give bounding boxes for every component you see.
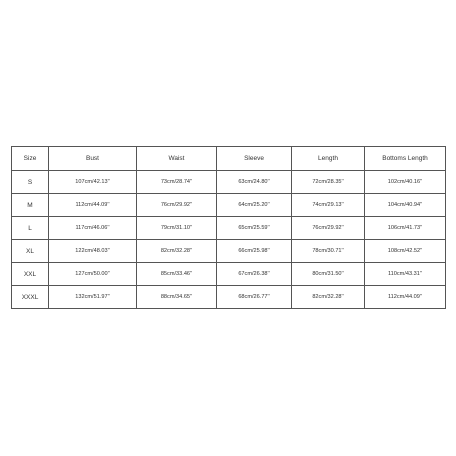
sleeve-cell: 65cm/25.59'' [217,217,292,240]
bust-cell: 117cm/46.06'' [49,217,137,240]
bottoms-length-cell: 108cm/42.52'' [365,240,446,263]
size-chart-body [12,171,446,309]
bust-cell: 132cm/51.97'' [49,286,137,309]
bottoms-length-cell: 112cm/44.09'' [365,286,446,309]
bottoms-length-cell: 110cm/43.31'' [365,263,446,286]
bust-cell: 112cm/44.09'' [49,194,137,217]
waist-cell: 85cm/33.46'' [137,263,217,286]
length-cell: 78cm/30.71'' [292,240,365,263]
header-sleeve: Sleeve [217,147,292,171]
sleeve-cell: 67cm/26.38'' [217,263,292,286]
bust-cell: 107cm/42.13'' [49,171,137,194]
bottoms-length-cell: 106cm/41.73'' [365,217,446,240]
header-length: Length [292,147,365,171]
length-cell: 76cm/29.92'' [292,217,365,240]
bottoms-length-cell: 104cm/40.94'' [365,194,446,217]
size-cell: XXL [12,263,49,286]
header-size: Size [12,147,49,171]
waist-cell: 88cm/34.65'' [137,286,217,309]
table-row [12,171,446,194]
table-row [12,263,446,286]
size-cell: L [12,217,49,240]
bust-cell: 122cm/48.03'' [49,240,137,263]
size-cell: XL [12,240,49,263]
size-chart-header [12,147,446,171]
sleeve-cell: 64cm/25.20'' [217,194,292,217]
waist-cell: 82cm/32.28'' [137,240,217,263]
length-cell: 80cm/31.50'' [292,263,365,286]
bottoms-length-cell: 102cm/40.16'' [365,171,446,194]
waist-cell: 76cm/29.92'' [137,194,217,217]
size-cell: M [12,194,49,217]
header-waist: Waist [137,147,217,171]
length-cell: 74cm/29.13'' [292,194,365,217]
table-row [12,217,446,240]
waist-cell: 73cm/28.74'' [137,171,217,194]
sleeve-cell: 66cm/25.98'' [217,240,292,263]
header-row [12,147,446,171]
waist-cell: 79cm/31.10'' [137,217,217,240]
header-bust: Bust [49,147,137,171]
length-cell: 82cm/32.28'' [292,286,365,309]
table-row [12,286,446,309]
header-bottoms-length: Bottoms Length [365,147,446,171]
size-chart-table [11,146,446,309]
table-row [12,240,446,263]
sleeve-cell: 63cm/24.80'' [217,171,292,194]
sleeve-cell: 68cm/26.77'' [217,286,292,309]
bust-cell: 127cm/50.00'' [49,263,137,286]
size-cell: XXXL [12,286,49,309]
length-cell: 72cm/28.35'' [292,171,365,194]
size-cell: S [12,171,49,194]
table-row [12,194,446,217]
